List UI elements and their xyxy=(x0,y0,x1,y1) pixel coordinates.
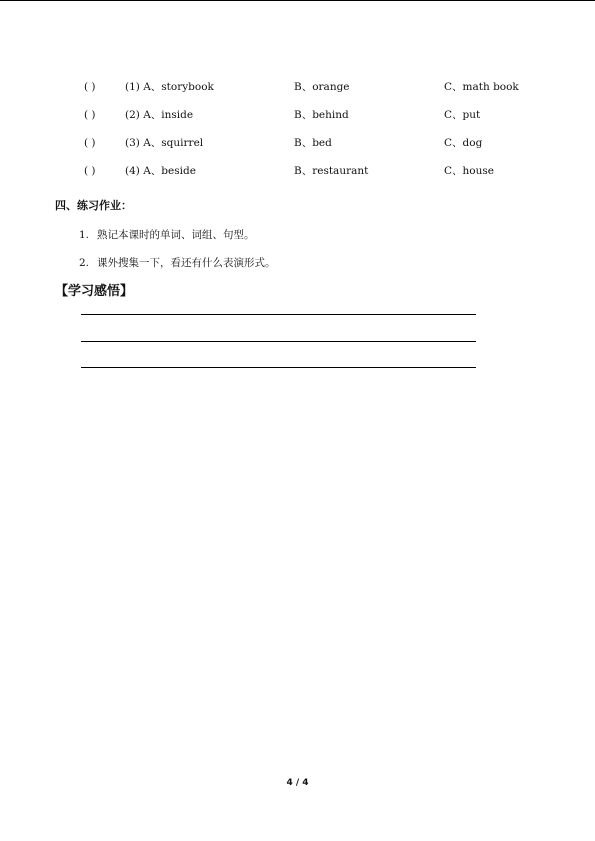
mc-question-1 xyxy=(0,79,595,95)
mc-question-4 xyxy=(0,163,595,179)
option-b: B、bed xyxy=(294,137,332,149)
answer-blank[interactable]: ( ) xyxy=(84,81,96,93)
mc-question-3 xyxy=(0,135,595,151)
option-b: B、orange xyxy=(294,81,350,93)
writing-line[interactable] xyxy=(81,367,476,368)
option-c: C、dog xyxy=(444,137,483,149)
option-b: B、restaurant xyxy=(294,165,369,177)
homework-item-text: 熟记本课时的单词、词组、句型。 xyxy=(97,229,255,241)
option-a: (2) A、inside xyxy=(125,109,194,121)
mc-question-2 xyxy=(0,107,595,123)
option-a: (1) A、storybook xyxy=(125,81,214,93)
option-c: C、math book xyxy=(444,81,519,93)
homework-item-number: 1. xyxy=(79,229,90,241)
option-a: (4) A、beside xyxy=(125,165,196,177)
homework-item-number: 2. xyxy=(79,257,90,269)
writing-line[interactable] xyxy=(81,341,476,342)
homework-heading: 四、练习作业： xyxy=(55,199,132,212)
answer-blank[interactable]: ( ) xyxy=(84,137,96,149)
option-b: B、behind xyxy=(294,109,349,121)
page-number: 4 / 4 xyxy=(286,778,309,788)
writing-line[interactable] xyxy=(81,314,476,315)
answer-blank[interactable]: ( ) xyxy=(84,165,96,177)
option-c: C、house xyxy=(444,165,494,177)
answer-blank[interactable]: ( ) xyxy=(84,109,96,121)
option-a: (3) A、squirrel xyxy=(125,137,204,149)
reflection-heading: 【学习感悟】 xyxy=(55,284,134,299)
top-border-line xyxy=(0,0,595,1)
homework-item-1 xyxy=(79,227,255,243)
option-c: C、put xyxy=(444,109,481,121)
homework-item-2 xyxy=(79,255,276,271)
homework-item-text: 课外搜集一下，看还有什么表演形式。 xyxy=(97,257,276,269)
